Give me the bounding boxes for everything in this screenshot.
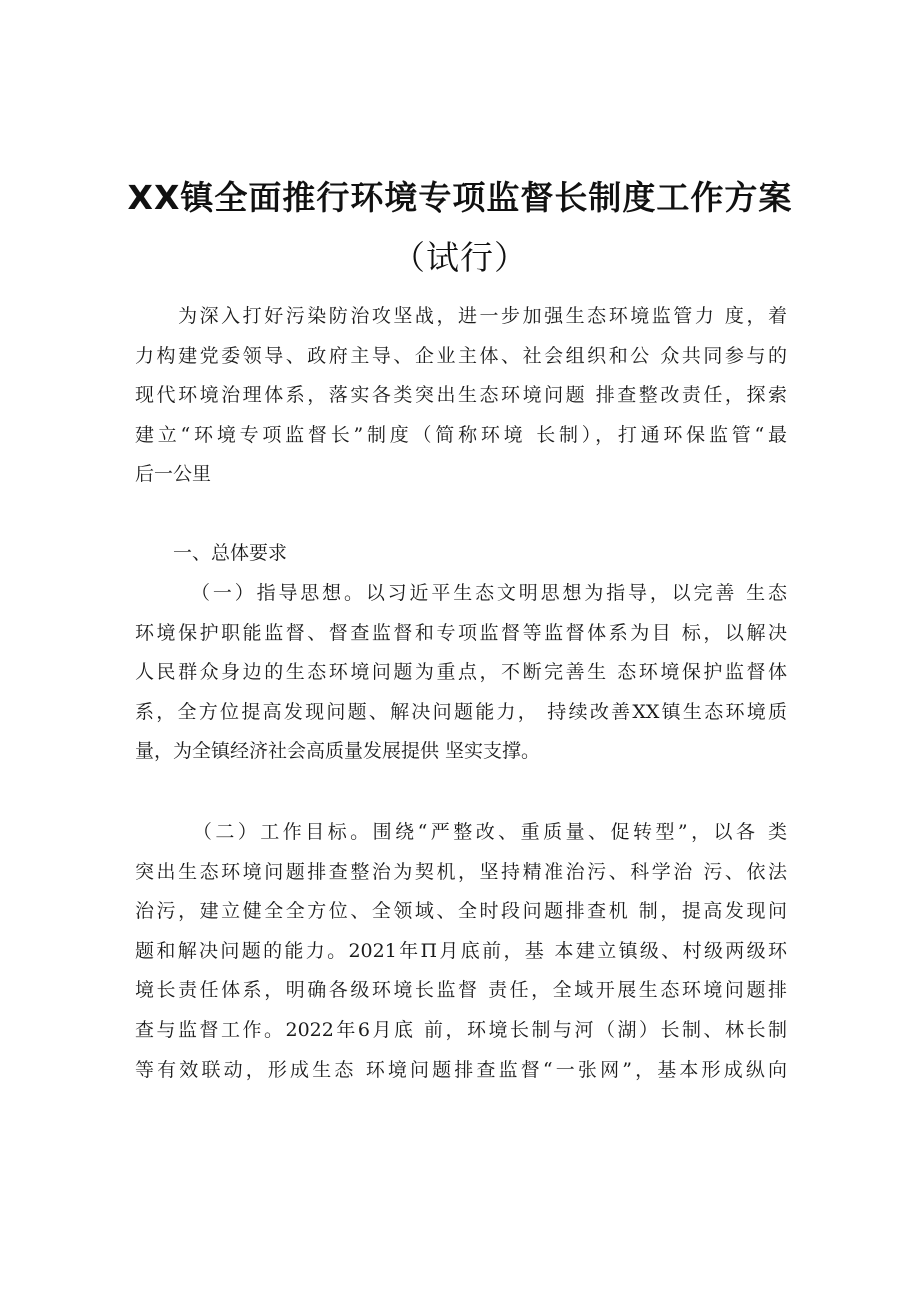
- document-title: XX镇全面推行环境专项监督长制度工作方案: [127, 178, 793, 217]
- section-heading-text: 一、总体要求: [135, 542, 288, 564]
- text-line: （二）工作目标。围绕“严整改、重质量、促转型”，以各 类: [135, 821, 787, 843]
- text-line: 题和解决问题的能力。2021年П月底前，基 本建立镇级、村级两级环: [135, 939, 787, 962]
- intro-paragraph: [135, 297, 787, 495]
- section-heading: [135, 534, 787, 574]
- work-goals-paragraph: [135, 813, 787, 1090]
- document-subtitle: （试行）: [392, 238, 528, 277]
- text-line: 突出生态环境问题排查整治为契机，坚持精准治污、科学治 污、依法: [135, 860, 787, 883]
- text-line: 系，全方位提高发现问题、解决问题能力， 持续改善XX镇生态环境质: [135, 700, 787, 723]
- text-line: 量，为全镇经济社会高质量发展提供 坚实支撑。: [135, 740, 541, 763]
- text-line: 人民群众身边的生态环境问题为重点，不断完善生 态环境保护监督体: [135, 661, 787, 684]
- guiding-ideology-paragraph: [135, 574, 787, 772]
- text-line: 后一公里: [135, 463, 212, 486]
- text-line: 力构建党委领导、政府主导、企业主体、社会组织和公 众共同参与的: [135, 344, 787, 367]
- text-line: 现代环境治理体系，落实各类突出生态环境问题 排查整改责任，探索: [135, 384, 787, 407]
- text-line: 建立“环境专项监督长”制度（简称环境 长制），打通环保监管“最: [135, 423, 787, 446]
- text-line: 查与监督工作。2022年6月底 前，环境长制与河（湖）长制、林长制: [135, 1018, 787, 1041]
- text-line: 境长责任体系，明确各级环境长监督 责任，全域开展生态环境问题排: [135, 979, 787, 1002]
- text-line: 等有效联动，形成生态 环境问题排查监督“一张网”，基本形成纵向: [135, 1058, 787, 1081]
- text-line: 环境保护职能监督、督查监督和专项监督等监督体系为目 标，以解决: [135, 621, 787, 644]
- text-line: 治污，建立健全全方位、全领域、全时段问题排查机 制，提高发现问: [135, 900, 787, 923]
- text-line: （一）指导思想。以习近平生态文明思想为指导，以完善 生态: [135, 582, 787, 604]
- text-line: 为深入打好污染防治攻坚战，进一步加强生态环境监管力 度，着: [135, 305, 787, 327]
